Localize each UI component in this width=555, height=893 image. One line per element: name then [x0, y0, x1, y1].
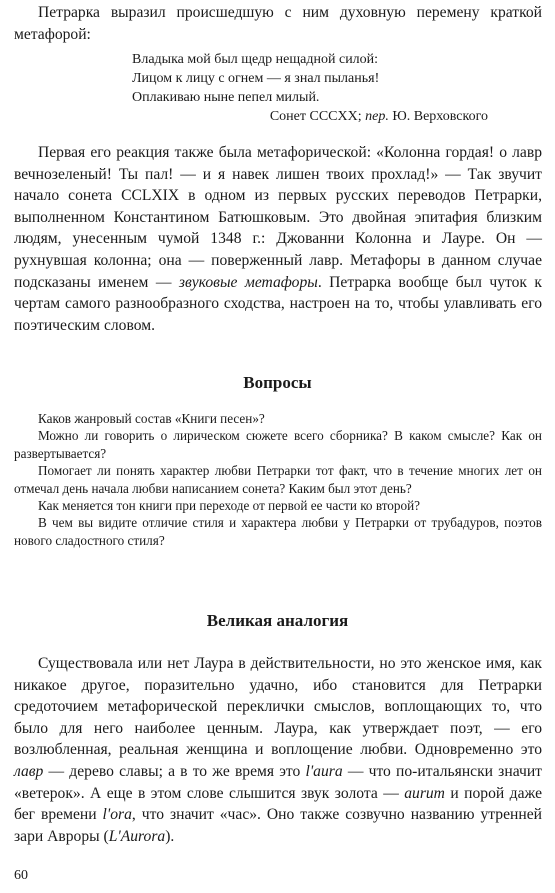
question-item: В чем вы видите отличие стиля и характера любви у Петрарки от трубадуров, поэтов нового сладостного стиля? — [14, 515, 542, 548]
section-part: и порой даже бег времени — [14, 784, 542, 824]
section-italic: L'Aurora — [108, 827, 166, 845]
poem-line: Лицом к лицу с огнем — я знал пыланья! — [132, 71, 380, 86]
question-item: Как меняется тон книги при переходе от первой ее части ко второй? — [38, 498, 421, 514]
section-italic: l'ora — [102, 806, 132, 824]
paragraph-1-italic: звуковые метафоры — [178, 273, 318, 291]
section-italic: aurum — [404, 784, 445, 802]
questions-list — [14, 410, 542, 549]
page-number: 60 — [14, 868, 28, 883]
section-paragraph — [14, 653, 542, 847]
section-part: — дерево славы; а в то же время это — [43, 762, 306, 780]
section-part: , что значит «час». Оно также созвучно названию утренней зари Авроры ( — [14, 806, 542, 845]
intro-paragraph — [14, 2, 542, 45]
section-paragraph-text — [14, 653, 542, 847]
paragraph-1 — [14, 142, 542, 336]
paragraph-1-text — [14, 142, 542, 336]
question-item: Помогает ли понять характер любви Петрарки тот факт, что в течение многих лет он отмечал день начала любви написанием сонета? Каким был этот день? — [14, 463, 542, 496]
poem-source-prefix: Сонет CCCXX; — [269, 109, 366, 124]
section-heading: Великая аналогия — [206, 611, 349, 630]
section-part: — что по-итальянски значит «ветерок». А еще в этом слове слышится звук золота — — [14, 762, 542, 802]
poem-source-translator: Ю. Верховского — [388, 109, 488, 124]
question-item: Можно ли говорить о лирическом сюжете всего сборника? В каком смысле? Как он развертывается? — [14, 428, 542, 461]
poem-quote — [132, 50, 512, 126]
intro-text: Петрарка выразил происшедшую с ним духовную перемену краткой метафорой: — [14, 4, 542, 43]
poem-line: Владыка мой был щедр нещадной силой: — [132, 52, 379, 67]
paragraph-1-part: . Петрарка вообще был чуток к чертам самого разнообразного сходства, настроен на то, чтобы улавливать его поэтическим словом. — [14, 273, 542, 334]
questions-heading: Вопросы — [243, 373, 312, 392]
section-italic: l'aura — [305, 762, 343, 780]
paragraph-1-part: Первая его реакция также была метафорической: «Колонна гордая! о лавр вечнозеленый! Ты пал! — и я навек лишен твоих прохлад!» — Так звучит начало сонета CCLXIX в одном из первых русских переводов Петрарки, выполненном Константином Батюшковым. Это двойная эпитафия близким людям, унесенным чумой 1348 г.: Джованни Колонна и Лауре. Он — рухнувшая колонна; она — поверженный лавр. Метафоры в данном случае подсказаны именем — — [14, 144, 542, 291]
section-part: ). — [165, 827, 175, 845]
section-part: Существовала или нет Лаура в действительности, но это женское имя, как никакое другое, поразительно удачно, ибо становится для Петрарки средоточием метафорической переклички смыслов, воплощающих то, что было для него наиболее ценным. Лаура, как утверждает поэт, — его возлюбленная, реальная женщина и воплощение любви. Одновременно это — [14, 655, 542, 759]
poem-line: Оплакиваю ныне пепел милый. — [132, 90, 320, 105]
poem-source-translator-label: пер. — [365, 109, 389, 124]
question-item: Каков жанровый состав «Книги песен»? — [38, 411, 265, 426]
section-italic: лавр — [14, 762, 44, 780]
poem-source — [132, 107, 512, 126]
